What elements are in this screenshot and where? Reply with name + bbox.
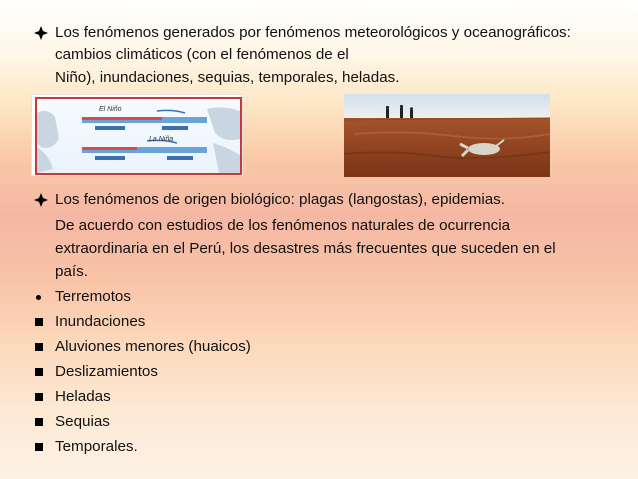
- square-bullet-icon: [35, 443, 43, 451]
- section2-paragraph-line-2: extraordinaria en el Perú, los desastres más frecuentes que suceden en el: [55, 240, 556, 257]
- square-bullet-icon: [35, 368, 43, 376]
- el-nino-la-nina-diagram: [31, 94, 243, 176]
- section2-heading: Los fenómenos de origen biológico: plagas (langostas), epidemias.: [55, 191, 505, 208]
- section1-line-1: Los fenómenos generados por fenómenos meteorológicos y oceanográficos:: [55, 24, 571, 41]
- list-item: Temporales.: [55, 438, 138, 455]
- square-bullet-icon: [35, 343, 43, 351]
- square-bullet-icon: [35, 393, 43, 401]
- list-item: Sequias: [55, 413, 110, 430]
- el-nino-label: El Niño: [99, 106, 122, 113]
- ocean-map-icon: [37, 99, 240, 173]
- la-nina-label: La Niña: [149, 136, 174, 143]
- list-item: Deslizamientos: [55, 363, 158, 380]
- section1-line-3: Niño), inundaciones, sequias, temporales, heladas.: [55, 69, 400, 86]
- drought-field-photo: [344, 94, 550, 177]
- list-item: Aluviones menores (huaicos): [55, 338, 251, 355]
- list-item: Terremotos: [55, 288, 131, 305]
- list-item: Inundaciones: [55, 313, 146, 330]
- diamond-bullet-icon: [34, 26, 48, 40]
- list-item: Heladas: [55, 388, 111, 405]
- square-bullet-icon: [35, 418, 43, 426]
- landscape-icon: [344, 94, 550, 177]
- section2-paragraph-line-3: país.: [55, 263, 88, 280]
- square-bullet-icon: [35, 318, 43, 326]
- section2-paragraph-line-1: De acuerdo con estudios de los fenómenos naturales de ocurrencia: [55, 217, 511, 234]
- section1-line-2: cambios climáticos (con el fenómenos de el: [55, 46, 349, 63]
- dot-bullet-icon: [36, 295, 41, 300]
- diamond-bullet-icon: [34, 193, 48, 207]
